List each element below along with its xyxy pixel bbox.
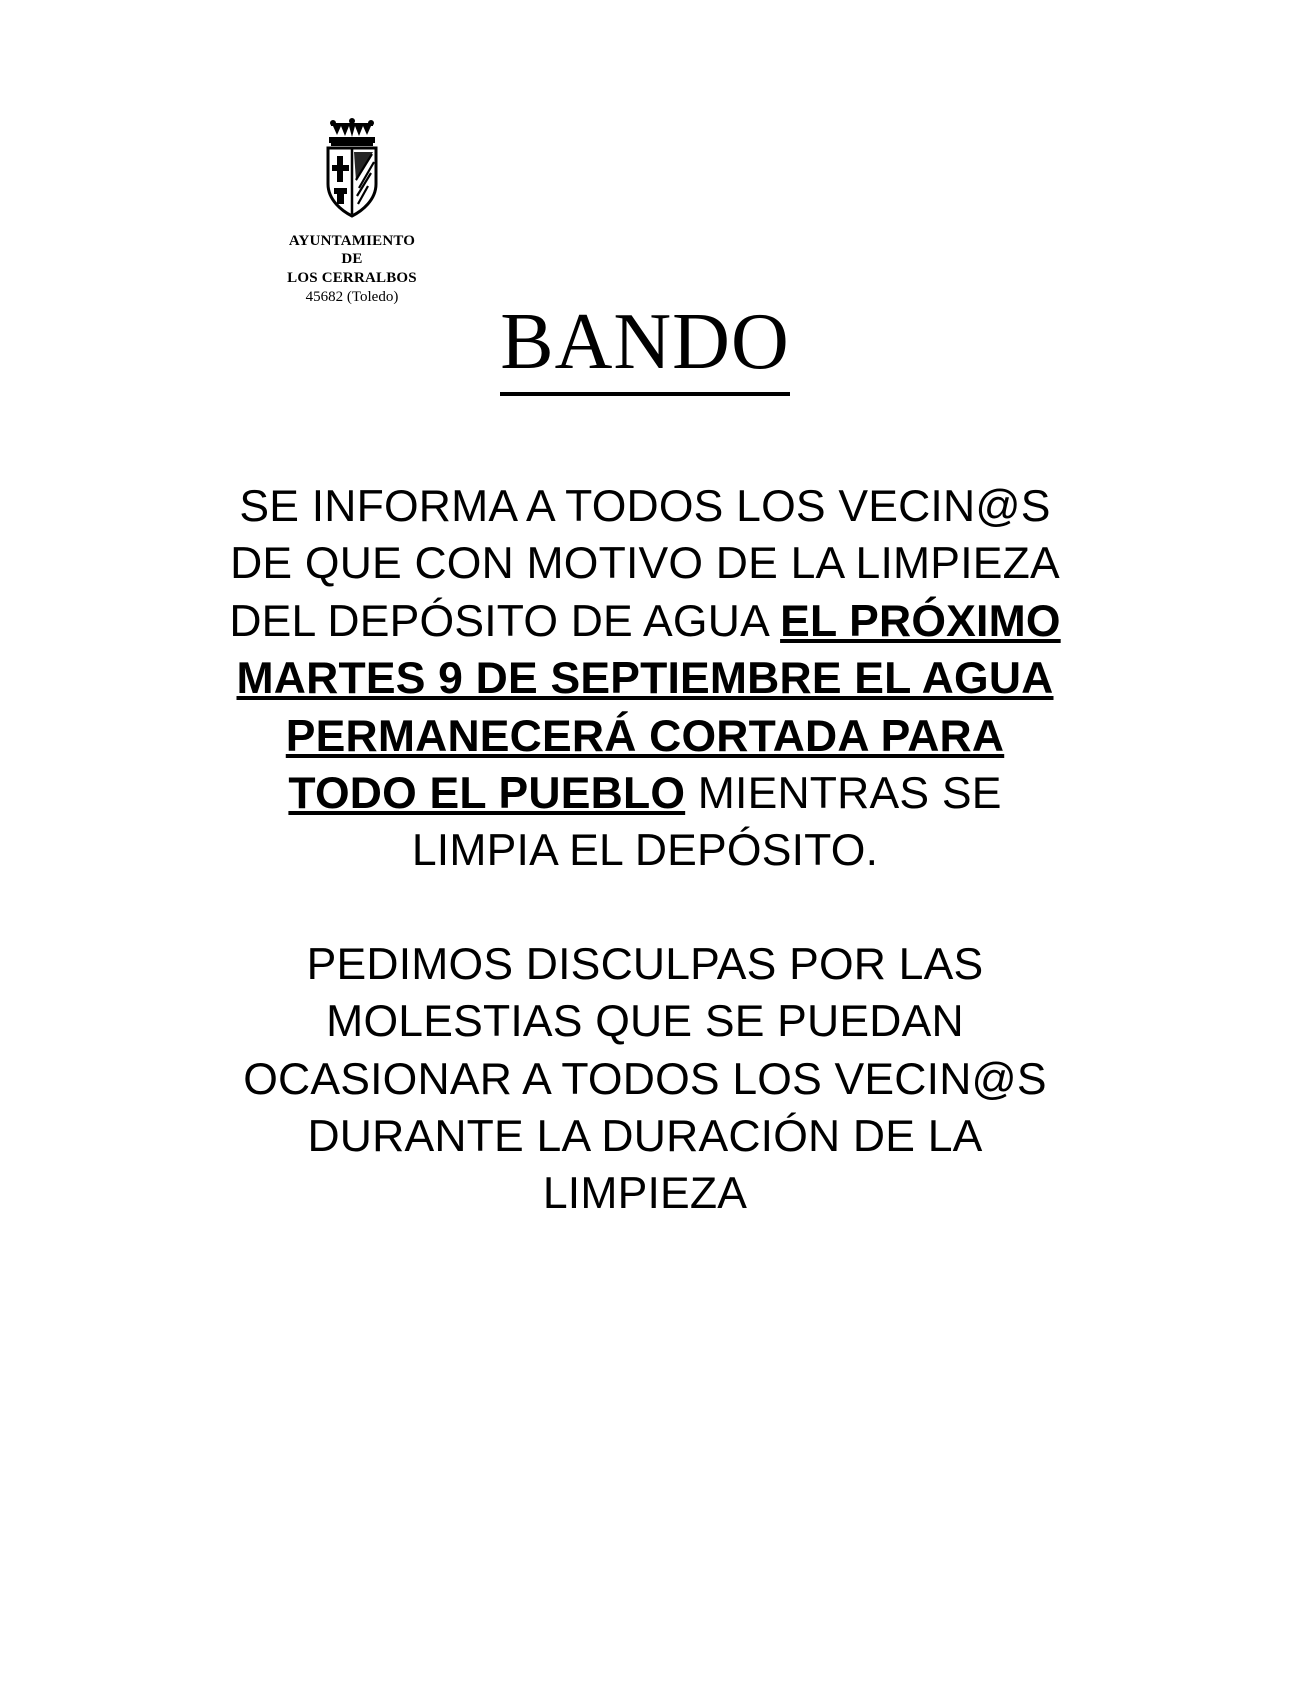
- paragraph-apology: PEDIMOS DISCULPAS POR LAS MOLESTIAS QUE SE PUEDAN OCASIONAR A TODOS LOS VECIN@S DURANTE LA DURACIÓN DE LA LIMPIEZA: [243, 939, 1047, 1219]
- coat-of-arms-icon: [315, 118, 389, 222]
- letterhead-line-3: LOS CERRALBOS: [287, 269, 417, 286]
- paragraph-notice: [225, 478, 1065, 880]
- paragraph-notice-part1: SE INFORMA A TODOS LOS VECIN@S DE QUE CON MOTIVO DE LA LIMPIEZA DEL DEPÓSITO DE AGUA: [229, 482, 1060, 646]
- letterhead-postal-code: 45682 (Toledo): [305, 288, 399, 305]
- letterhead-text: [222, 232, 482, 306]
- paragraph-notice-part2: MIENTRAS SE LIMPIA EL DEPÓSITO.: [411, 768, 1002, 876]
- letterhead-line-1: AYUNTAMIENTO: [288, 233, 416, 249]
- letterhead-line-2: DE: [341, 251, 363, 268]
- letterhead: [222, 118, 482, 306]
- announcement-body: [225, 478, 1065, 1223]
- page-title-text: BANDO: [500, 298, 789, 396]
- paragraph-notice-emphasis: EL PRÓXIMO MARTES 9 DE SEPTIEMBRE EL AGUA PERMANECERÁ CORTADA PARA TODO EL PUEBLO: [236, 596, 1061, 818]
- page-title: [0, 300, 1290, 384]
